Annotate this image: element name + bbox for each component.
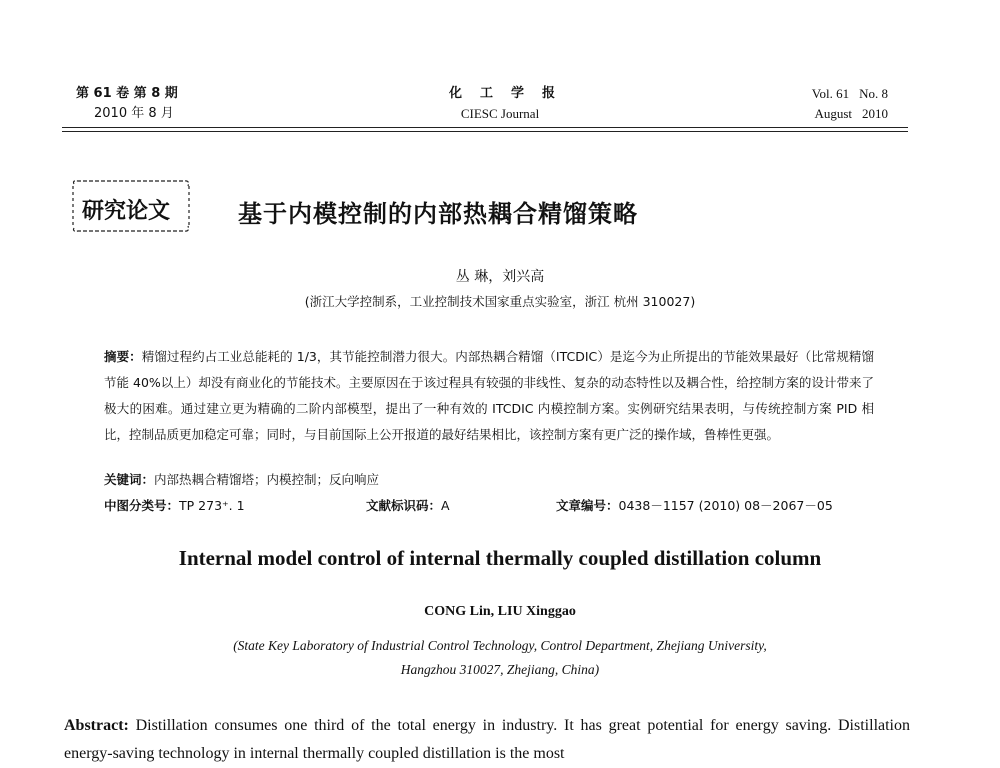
year-en: 2010: [862, 106, 888, 121]
abstract-en-label: Abstract:: [64, 717, 129, 734]
paper-title-en: Internal model control of internal thermally coupled distillation column: [178, 546, 822, 570]
volume-number-line: [802, 84, 888, 104]
affiliation-en-line2: Hangzhou 310027, Zhejiang, China): [400, 662, 600, 677]
journal-volume-en: [802, 84, 888, 124]
volume-en: Vol. 61: [811, 86, 850, 101]
header-rule-bottom: [62, 131, 908, 132]
keywords-cn: [104, 470, 379, 488]
issue-date-text: 2010 年 8 月: [94, 106, 174, 121]
authors-cn: 丛 琳，刘兴高: [455, 269, 545, 285]
article-no-label: 文章编号：: [556, 498, 619, 513]
clc-number: [104, 496, 245, 514]
authors-en: CONG Lin, LIU Xinggao: [424, 604, 576, 619]
badge-label: 研究论文: [82, 199, 171, 224]
journal-name-en: CIESC Journal: [460, 106, 540, 121]
doc-code-value: A: [441, 498, 450, 513]
doc-code-label: 文献标识码：: [366, 498, 442, 513]
affiliation-en: [0, 634, 1000, 682]
keywords-text: 内部热耦合精馏塔；内模控制；反向响应: [154, 472, 380, 487]
paper-title-cn: 基于内模控制的内部热耦合精馏策略: [238, 200, 638, 228]
abstract-en-text: Distillation consumes one third of the total energy in industry. It has great potential for energy saving. Distillation energy-saving technology in internal thermally coupled distillation is the most: [64, 717, 910, 762]
keywords-label: 关键词：: [104, 472, 155, 487]
abstract-cn-label: 摘要：: [104, 349, 142, 364]
number-en: No. 8: [859, 86, 888, 101]
section-badge: [68, 176, 194, 236]
article-number: [556, 496, 833, 514]
clc-value: TP 273⁺. 1: [179, 498, 245, 513]
clc-label: 中图分类号：: [104, 498, 180, 513]
header-rule-top: [62, 127, 908, 128]
article-no-value: 0438－1157 (2010) 08－2067－05: [618, 498, 833, 513]
document-code: [366, 496, 450, 514]
volume-issue-text: 第 61 卷 第 8 期: [76, 86, 178, 101]
month-en: August: [814, 106, 852, 121]
affiliation-en-line1: (State Key Laboratory of Industrial Control Technology, Control Department, Zhejiang University,: [233, 638, 767, 653]
affiliation-cn: (浙江大学控制系，工业控制技术国家重点实验室，浙江 杭州 310027): [304, 294, 696, 309]
classification-row: [104, 496, 874, 516]
abstract-cn: [104, 344, 874, 448]
date-en-line: [802, 104, 888, 124]
abstract-cn-text: 精馏过程约占工业总能耗的 1/3，其节能控制潜力很大。内部热耦合精馏（ITCDIC）是迄今为止所提出的节能效果最好（比常规精馏节能 40%以上）却没有商业化的节能技术。主要原因在于该过程具有较强的非线性、复杂的动态特性以及耦合性，给控制方案的设计带来了极大的困难。通过建立更为精确的二阶内部模型，提出了一种有效的 ITCDIC 内模控制方案。实例研究结果表明，与传统控制方案 PID 相比，控制品质更加稳定可靠；同时，与目前国际上公开报道的最好结果相比，该控制方案有更广泛的操作域，鲁棒性更强。: [104, 349, 874, 442]
journal-name-cn: 化工学报: [448, 86, 573, 101]
